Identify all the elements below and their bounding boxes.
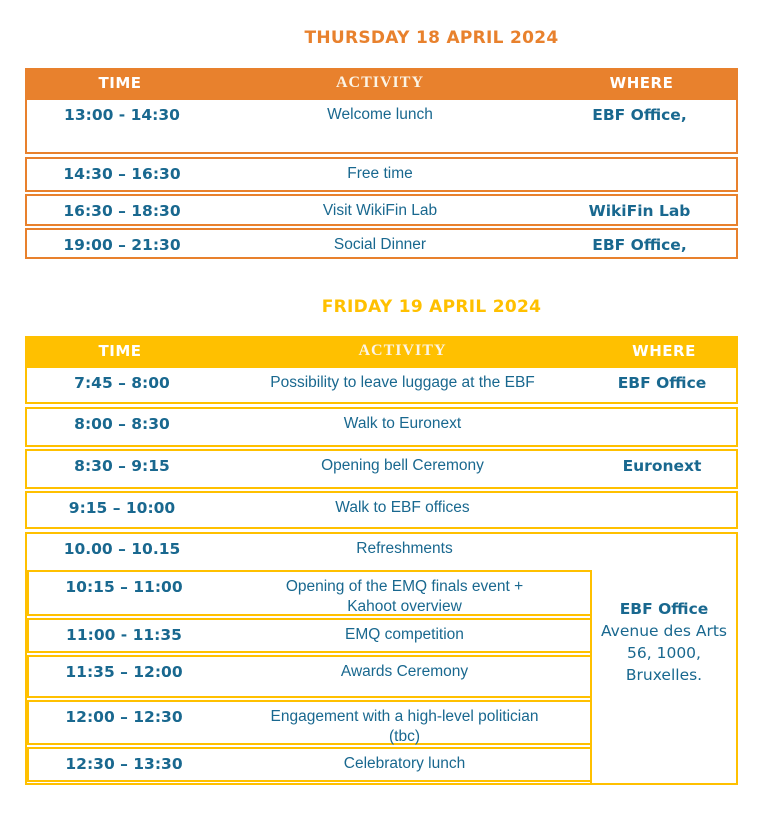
merged-where-cell <box>590 570 736 783</box>
table-row <box>27 747 592 782</box>
time-cell: 8:30 – 9:15 <box>74 457 170 475</box>
where-cell: WikiFin Lab <box>588 202 691 220</box>
activity-line-1: Engagement with a high-level politician <box>270 708 539 725</box>
friday-header-activity: ACTIVITY <box>358 342 447 359</box>
activity-cell: Visit WikiFin Lab <box>322 202 438 219</box>
activity-line-2: (tbc) <box>389 728 420 745</box>
friday-header-time: TIME <box>98 342 142 360</box>
activity-line-1: EMQ competition <box>345 626 464 643</box>
where-cell: EBF Office, <box>592 236 687 254</box>
activity-cell <box>219 572 590 614</box>
where-cell: EBF Office <box>617 374 707 392</box>
where-cell <box>543 159 736 190</box>
activity-cell: Social Dinner <box>333 236 427 253</box>
where-cell <box>588 409 736 445</box>
activity-cell <box>219 620 590 651</box>
thursday-header-where: WHERE <box>609 74 674 92</box>
where-cell: EBF Office, <box>592 106 687 124</box>
table-row <box>27 534 592 570</box>
activity-cell: Opening bell Ceremony <box>321 457 484 474</box>
activity-cell: Welcome lunch <box>327 106 433 123</box>
friday-sub-rows <box>27 570 592 782</box>
time-cell: 16:30 – 18:30 <box>63 202 181 220</box>
activity-cell <box>219 657 590 696</box>
table-row <box>27 700 592 745</box>
thursday-title: THURSDAY 18 APRIL 2024 <box>304 28 559 48</box>
activity-line-1: Opening of the EMQ finals event + <box>285 578 524 595</box>
merged-where-address-line-1: Avenue des Arts <box>600 622 728 640</box>
where-cell: Euronext <box>622 457 702 475</box>
merged-where-address-line-2: 56, 1000, <box>627 644 701 662</box>
merged-where-address-line-3: Bruxelles. <box>625 666 703 684</box>
thursday-header-time: TIME <box>98 74 142 92</box>
activity-cell <box>219 702 590 743</box>
table-row <box>27 618 592 653</box>
time-cell: 19:00 – 21:30 <box>63 236 181 254</box>
time-cell: 13:00 - 14:30 <box>64 106 180 124</box>
thursday-header-activity: ACTIVITY <box>335 74 424 91</box>
activity-line-1: Celebratory lunch <box>343 755 466 772</box>
merged-where-name: EBF Office <box>619 600 709 618</box>
time-cell: 9:15 – 10:00 <box>68 499 176 517</box>
time-cell: 8:00 – 8:30 <box>74 415 170 433</box>
table-row <box>25 407 738 447</box>
activity-cell <box>219 749 590 780</box>
where-cell <box>588 493 736 527</box>
time-cell: 11:35 – 12:00 <box>65 663 183 681</box>
time-cell: 10.00 – 10.15 <box>63 540 181 558</box>
activity-line-2: Kahoot overview <box>347 598 462 615</box>
table-row <box>27 655 592 698</box>
friday-header-where: WHERE <box>632 342 696 360</box>
time-cell: 11:00 - 11:35 <box>66 626 182 644</box>
time-cell: 14:30 – 16:30 <box>63 165 181 183</box>
activity-cell: Possibility to leave luggage at the EBF <box>270 374 535 391</box>
table-row <box>27 570 592 616</box>
activity-cell: Walk to Euronext <box>343 415 462 432</box>
activity-cell: Walk to EBF offices <box>335 499 470 516</box>
friday-title: FRIDAY 19 APRIL 2024 <box>321 297 542 317</box>
table-row <box>25 194 738 226</box>
time-cell: 7:45 – 8:00 <box>74 374 170 392</box>
time-cell: 10:15 – 11:00 <box>65 578 183 596</box>
table-row <box>25 228 738 259</box>
table-row <box>25 491 738 529</box>
friday-table <box>25 336 738 785</box>
activity-cell: Refreshments <box>356 540 453 557</box>
thursday-header-row <box>25 68 738 98</box>
table-row <box>25 366 738 404</box>
table-row <box>25 449 738 489</box>
table-row <box>25 157 738 192</box>
time-cell: 12:30 – 13:30 <box>65 755 183 773</box>
friday-header-row <box>25 336 738 366</box>
activity-line-1: Awards Ceremony <box>340 663 469 680</box>
activity-cell: Free time <box>347 165 413 182</box>
time-cell: 12:00 – 12:30 <box>65 708 183 726</box>
friday-lower-band <box>25 532 738 785</box>
thursday-table <box>25 68 738 259</box>
table-row <box>25 98 738 154</box>
